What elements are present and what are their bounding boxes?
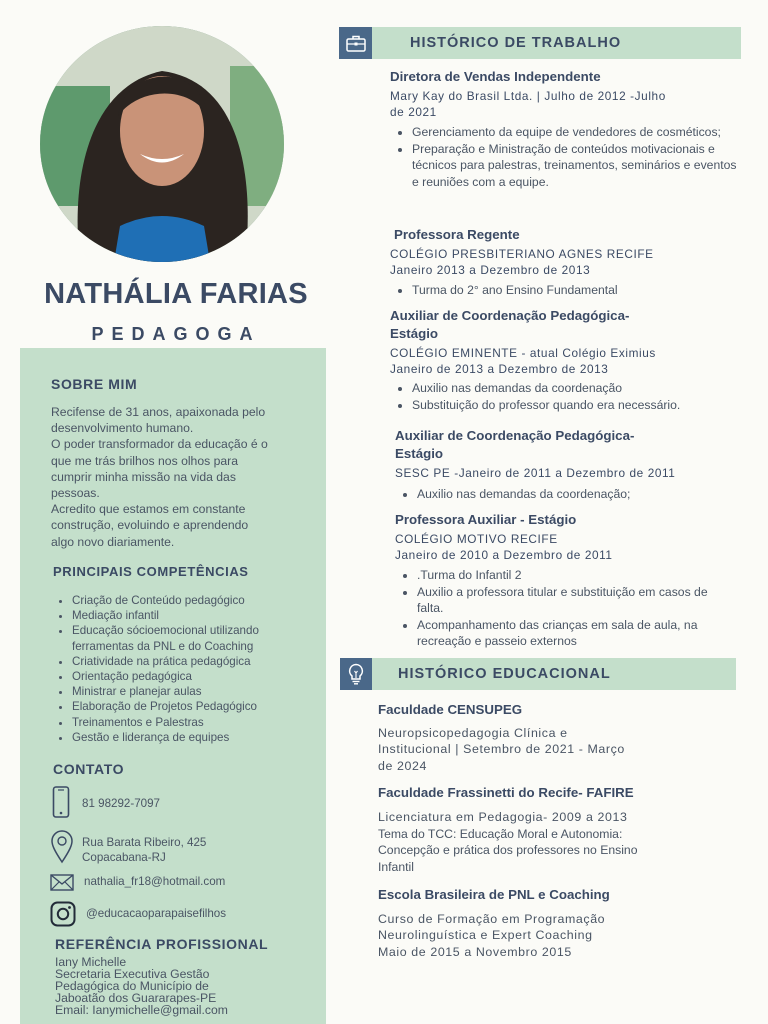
job-company-line: Janeiro 2013 a Dezembro de 2013 [390,263,591,277]
about-line: desenvolvimento humano. [51,421,194,436]
job-company [390,345,656,377]
education-line: Neuropsicopedagogia Clínica e [378,726,568,740]
about-line: Acredito que estamos em constante [51,502,246,517]
job-title: Professora Auxiliar - Estágio [395,512,577,527]
contact-instagram[interactable]: @educacaoparapaisefilhos [86,907,227,920]
education-line: Infantil [378,859,414,874]
education-tcc [378,826,718,875]
job-company-line: Janeiro de 2010 a Dezembro de 2011 [395,548,613,562]
about-line: construção, evoluindo e aprendendo [51,518,249,533]
phone-icon [52,786,70,823]
reference-text [55,956,315,1016]
reference-heading: REFERÊNCIA PROFISSIONAL [55,936,269,952]
job-company [390,246,654,278]
education-heading: HISTÓRICO EDUCACIONAL [398,666,611,682]
job-bullets [392,124,742,190]
skills-list [54,593,322,745]
education-line: Tema do TCC: Educação Moral e Autonomia: [378,827,623,841]
job-bullet: • Turma do 2° ano Ensino Fundamental [412,282,742,299]
job-company-line: de 2021 [390,105,437,119]
education-line: Maio de 2015 a Novembro 2015 [378,944,572,959]
education-details [378,911,718,960]
contact-email[interactable]: nathalia_fr18@hotmail.com [84,875,226,888]
skill-item: • Treinamentos e Palestras [72,715,322,730]
reference-line: Pedagógica do Município de [55,979,209,993]
job-title-line: Estágio [390,326,439,341]
reference-line: Jaboatão dos Guararapes-PE [55,991,217,1005]
education-details [378,809,718,825]
education-school: Faculdade Frassinetti do Recife- FAFIRE [378,785,634,800]
reference-line: Secretaria Executiva Gestão [55,967,210,981]
skill-item: • Educação sócioemocional utilizando ferramentas da PNL e do Coaching [72,623,322,653]
education-line: Licenciatura em Pedagogia- 2009 a 2013 [378,810,628,824]
about-line: algo novo diariamente. [51,534,175,549]
address-line: Copacabana-RJ [82,851,166,864]
job-bullets [392,282,742,299]
work-heading: HISTÓRICO DE TRABALHO [410,35,622,51]
job-bullet: • Substituição do professor quando era necessário. [412,397,712,414]
about-heading: SOBRE MIM [51,376,138,392]
briefcase-icon [339,27,372,59]
education-school: Faculdade CENSUPEG [378,702,523,717]
job-bullet: • Auxilio a professora titular e substituição em casos de falta. [417,584,737,617]
job-title-line: Estágio [395,446,444,461]
job-company-line: SESC PE -Janeiro de 2011 a Dezembro de 2011 [395,466,676,480]
job-company-line: Mary Kay do Brasil Ltda. | Julho de 2012 -Julho [390,89,666,103]
job-title-line: Auxiliar de Coordenação Pedagógica- [390,308,630,323]
job-company-line: COLÉGIO MOTIVO RECIFE [395,532,558,546]
about-line: que me trás brilhos nos olhos para [51,453,238,468]
skill-item: • Criatividade na prática pedagógica [72,654,322,669]
job-company-line: COLÉGIO EMINENTE - atual Colégio Eximius [390,346,656,360]
about-line: O poder transformador da educação é o [51,437,268,452]
job-title [390,307,629,343]
job-title: Diretora de Vendas Independente [390,69,601,84]
education-line: Concepção e prática dos professores no Ensino [378,843,638,858]
job-bullets [397,567,737,650]
location-pin-icon [50,830,74,869]
about-line: pessoas. [51,486,100,501]
address-line: Rua Barata Ribeiro, 425 [82,836,207,849]
education-line: Neurolinguística e Expert Coaching [378,928,593,943]
skill-item: • Criação de Conteúdo pedagógico [72,593,322,608]
job-bullets [397,486,737,503]
skill-item: • Elaboração de Projetos Pedagógico [72,699,322,714]
job-title-line: Auxiliar de Coordenação Pedagógica- [395,428,635,443]
instagram-icon [50,901,76,932]
about-text [51,404,321,550]
job-bullet: • Gerenciamento da equipe de vendedores de cosméticos; [412,124,742,141]
job-bullet: • Acompanhamento das crianças em sala de aula, na recreação e passeio externos [417,617,737,650]
education-school: Escola Brasileira de PNL e Coaching [378,887,610,902]
skills-heading: PRINCIPAIS COMPETÊNCIAS [53,564,249,579]
job-company [395,531,613,563]
about-line: Recifense de 31 anos, apaixonada pelo [51,405,266,419]
person-name: NATHÁLIA FARIAS [44,278,308,310]
skill-item: • Orientação pedagógica [72,669,322,684]
education-line: Institucional | Setembro de 2021 - Março [378,742,625,757]
job-title: Professora Regente [394,227,520,242]
person-role: PEDAGOGA [91,324,261,344]
job-bullet: • Auxilio nas demandas da coordenação [412,380,712,397]
job-bullet: • .Turma do Infantil 2 [417,567,737,584]
job-company [395,465,675,481]
contact-phone[interactable]: 81 98292-7097 [82,797,161,810]
job-company-line: Janeiro de 2013 a Dezembro de 2013 [390,362,609,376]
skill-item: • Mediação infantil [72,608,322,623]
job-company [390,88,666,120]
lightbulb-icon [340,658,372,690]
about-line: cumprir minha missão na vida das [51,469,236,484]
reference-line: Email: Ianymichelle@gmail.com [55,1003,228,1017]
envelope-icon [50,872,74,897]
sidebar [20,348,326,1024]
reference-line: Iany Michelle [55,955,127,969]
skill-item: • Ministrar e planejar aulas [72,684,322,699]
contact-heading: CONTATO [53,761,125,777]
education-line: Curso de Formação em Programação [378,912,606,926]
profile-photo [40,26,284,262]
job-company-line: COLÉGIO PRESBITERIANO AGNES RECIFE [390,247,654,261]
skill-item: • Gestão e liderança de equipes [72,730,322,745]
education-details [378,725,718,774]
job-bullet: • Auxilio nas demandas da coordenação; [417,486,737,503]
education-line: de 2024 [378,758,427,773]
contact-address [82,835,206,865]
job-bullet: • Preparação e Ministração de conteúdos motivacionais e técnicos para palestras, treinamentos, seminários e eventos e reuniões com a equipe. [412,141,742,191]
job-bullets [392,380,712,413]
job-title [395,427,634,463]
